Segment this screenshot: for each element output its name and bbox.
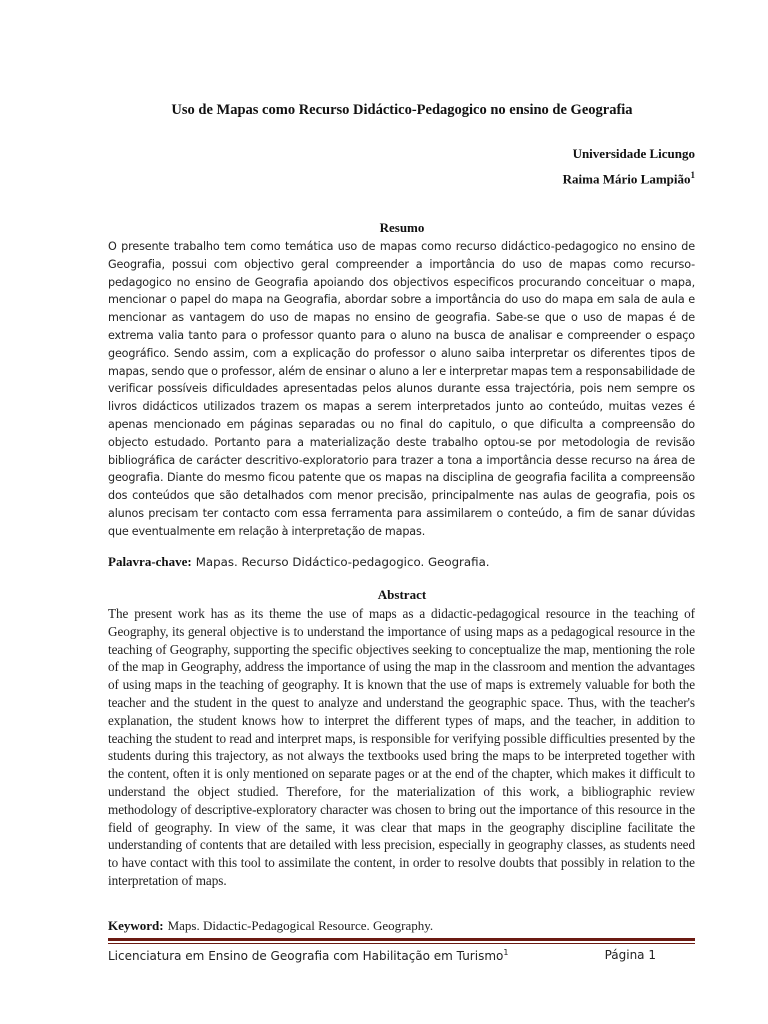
palavra-chave-label: Palavra-chave:	[108, 554, 192, 569]
abstract-heading: Abstract	[377, 587, 427, 602]
footer-course	[108, 948, 508, 963]
document-title: Uso de Mapas como Recurso Didáctico-Pedagogico no ensino de Geografia	[171, 102, 633, 118]
footer-rule-thin	[108, 943, 695, 944]
author-line	[563, 170, 695, 187]
author-name: Raima Mário Lampião	[562, 171, 691, 187]
footer-course-text: Licenciatura em Ensino de Geografia com Habilitação em Turismo	[108, 949, 504, 963]
resumo-paragraph: O presente trabalho tem como temática uso de mapas como recurso didáctico-pedagogico no ensino de Geografia, possui com objectivo geral compreender a importância do uso de mapas como recurso-pedagogico no ensino de Geografia apoiando dos objectivos especificos procurando conceituar o mapa, mencionar o papel do mapa na Geografia, abordar sobre a importância do uso do mapa em sala de aula e mencionar as vantagem do uso de mapas no ensino de geografia. Sabe-se que o uso de mapas é de extrema valia tanto para o professor quanto para o aluno na busca de analisar e compreender o espaço geográfico. Sendo assim, com a explicação do professor o aluno saiba interpretar os diferentes tipos de mapas, sendo que o professor, além de ensinar o aluno a ler e interpretar mapas tem a responsabilidade de verificar possíveis dificuldades apresentadas pelos alunos durante essa trajectória, pois nem sempre os livros didácticos utilizados trazem os mapas a serem interpretados junto ao conteúdo, muitas vezes é apenas mencionado em páginas separadas ou no final do capitulo, o que dificulta a compreensão do objecto estudado. Portanto para a materialização deste trabalho optou-se por metodologia de revisão bibliográfica de carácter descritivo-exploratorio para trazer a tona a importância desse recurso na área de geografia. Diante do mesmo ficou patente que os mapas na disciplina de geografia facilita a compreensão dos conteúdos que são detalhados com menor precisão, principalmente nas aulas de geografia, pois os alunos precisam ter contacto com essa ferramenta para assimilarem o conteúdo, a fim de sanar dúvidas que eventualmente em relação à interpretação de mapas.	[108, 240, 695, 538]
resumo-heading: Resumo	[379, 220, 425, 235]
keyword-label: Keyword:	[108, 918, 164, 933]
affiliation: Universidade Licungo	[572, 146, 695, 161]
footer-footnote-marker: 1	[503, 948, 509, 957]
palavra-chave-text: Mapas. Recurso Didáctico-pedagogico. Geografia.	[195, 555, 490, 569]
palavra-chave-line	[108, 554, 698, 570]
keyword-line	[108, 918, 698, 934]
page-number: Página 1	[604, 948, 656, 962]
abstract-paragraph: The present work has as its theme the use of maps as a didactic-pedagogical resource in the teaching of Geography, its general objective is to understand the importance of using maps as a pedagogical resource in the teaching of Geography, supporting the specific objectives seeking to conceptualize the map, mentioning the role of the map in Geography, address the importance of using the map in the classroom and mention the advantages of using maps in the teaching of geography. It is known that the use of maps is extremely valuable for both the teacher and the student in the quest to analyze and understand the geographic space. Thus, with the teacher's explanation, the student knows how to interpret the different types of maps, and the teacher, in addition to teaching the student to read and interpret maps, is responsible for verifying possible difficulties presented by the students during this trajectory, as not always the textbooks used bring the maps to be interpreted together with the content, often it is only mentioned on separate pages or at the end of the chapter, which makes it difficult to understand the object studied. Therefore, for the materialization of this work, a bibliographic review methodology of descriptive-exploratory character was chosen to bring out the importance of this resource in the field of geography. In view of the same, it was clear that maps in the geography discipline facilitate the understanding of contents that are detailed with less precision, especially in geography classes, as students need to have contact with this tool to assimilate the content, in order to resolve doubts that possibly in relation to the interpretation of maps.	[108, 606, 695, 888]
footer-rule-thick	[108, 938, 695, 941]
author-footnote-marker: 1	[690, 170, 695, 180]
keyword-text: Maps. Didactic-Pedagogical Resource. Geography.	[167, 918, 434, 933]
